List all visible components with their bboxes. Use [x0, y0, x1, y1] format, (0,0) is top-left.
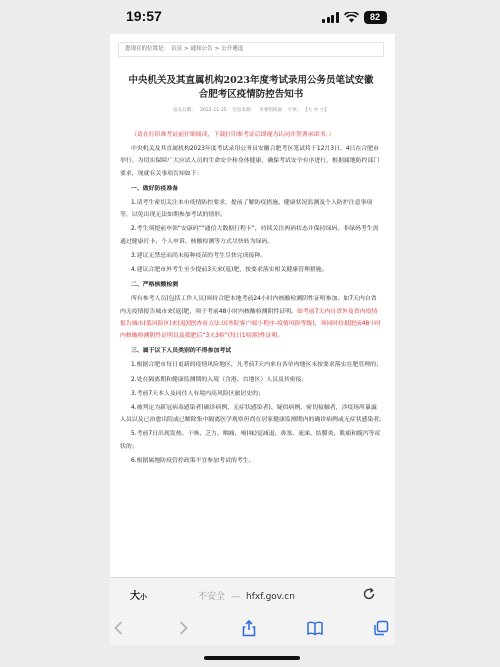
article-body [120, 129, 382, 469]
address-bar [110, 577, 395, 611]
share-icon[interactable] [240, 619, 258, 637]
status-icons [322, 10, 387, 24]
font-size-switcher[interactable]: 【大 中 小】 [305, 108, 329, 113]
breadcrumb-notices[interactable]: 通知公告 [190, 46, 213, 52]
home-indicator[interactable] [204, 656, 300, 660]
breadcrumb-separator: > [184, 46, 189, 52]
article-title-line1: 中央机关及其直属机构2023年度考试录用公务员笔试安徽 [128, 75, 374, 86]
tabs-icon[interactable] [372, 619, 390, 637]
meta-source: 市委组织部 [259, 108, 283, 113]
paragraph: 1.根据合肥市每日更新的疫情风险地区，凡考前7天内来自各单内地区未按要求落实在肥管理的； [131, 362, 382, 369]
paragraph: 3.考前7天本人及同住人有境内高风险区旅居史的； [131, 390, 265, 397]
forward-icon[interactable] [174, 619, 192, 637]
battery-icon: 82 [364, 11, 387, 24]
status-bar [0, 0, 500, 34]
paragraph: 1.请考生密切关注本市疫情防控要求，提前了解防疫措施、健康状况监测及个人防护注意事项等，以免出现无法如期参加考试的情形。 [120, 200, 373, 219]
url-field[interactable] [198, 589, 295, 602]
article-title-line2: 合肥考区疫情防控告知书 [198, 89, 304, 100]
paragraph [120, 293, 382, 342]
reload-icon[interactable] [362, 587, 376, 601]
text-size-button[interactable] [130, 587, 147, 602]
meta-date: 2022-11-25 [199, 108, 227, 113]
meta-font-label: 字体： [287, 108, 302, 113]
insecure-label: 不安全 [198, 592, 226, 602]
meta-date-label: 发布日期： [173, 108, 196, 113]
paragraph-text: 所有参考人员(包括工作人员)须持合肥本地考前24小时内核酸检测阴性证明参加。如7天内自省内无疫情报告城市来(返)肥，须于考前48小时内核酸检测阴性证明。 [120, 296, 377, 315]
text-size-small: 小 [140, 593, 147, 601]
text-size-large: 大 [130, 591, 140, 602]
paragraph: 3.建议无禁忌而尚未接种疫苗的考生尽快完成接种。 [131, 252, 267, 259]
paragraph: 5.考前7日出现发热、干咳、乏力、咽痛、嗅(味)觉减退、鼻塞、流涕、结膜炎、肌痛和腹泻等症状的； [120, 431, 381, 450]
meta-source-label: 信息来源： [232, 108, 256, 113]
article-title [118, 74, 384, 102]
paragraph: 4.建议合肥市外考生至少提前3天来(返)肥，按要求落实相关健康管理措施。 [131, 267, 328, 274]
bookmarks-icon[interactable] [306, 619, 324, 637]
paragraph: 2.处在隔离期和健康监测期的入境（含港、台地区）人员及其密接； [131, 376, 308, 383]
back-icon[interactable] [110, 619, 128, 637]
breadcrumb-separator: > [214, 46, 220, 52]
article-meta [118, 107, 384, 113]
section-heading-2: 二、严格核酸检测 [131, 282, 179, 289]
breadcrumb-selection[interactable]: 公开遴选 [221, 46, 244, 52]
wifi-icon [344, 12, 359, 23]
breadcrumb-label: 您现在的位置是： [125, 46, 170, 52]
paragraph: 2.考生须提前申领“安康码”“通信大数据行程卡”，持续关注两码状态并保持绿码。非绿码考生需通过健康打卡、个人申诉、核酸检测等方式尽快转为绿码。 [120, 226, 379, 245]
section-heading-3: 三、属于以下人员类别的不得参加考试 [131, 348, 232, 355]
section-heading-1: 一、做好防疫准备 [131, 185, 179, 192]
paragraph: 4.被判定为新冠病毒感染者(确诊病例、无症状感染者)、疑似病例、密切接触者，涉疫场所暴露人员以及已治愈出院或已解除集中隔离医学观察但尚在居家健康监测期内的确诊病例或无症状感染者; [120, 405, 382, 424]
browser-toolbar [110, 611, 395, 645]
notice-text: （请在打印准考证前仔细阅读，下载打印准考证后即视为认同并签署承诺书。） [131, 132, 335, 138]
paragraph: 6.根据属地防疫管控政策不宜参加考试的考生。 [131, 457, 255, 464]
paragraph-highlight: 如考前7天内自省外及省内疫情报告城市(低风险区)来(返)肥(查看方法:国务院客户端小程序-疫情风险等级)，须同时持抵肥前48小时内核酸检测阴性证明以及抵肥后“3天3检”(每日1检)阴性证明。 [120, 308, 382, 340]
cellular-signal-icon [322, 12, 339, 23]
status-time: 19:57 [126, 8, 162, 24]
url-domain: hfxf.gov.cn [246, 592, 295, 602]
breadcrumb-home[interactable]: 首页 [171, 46, 183, 52]
web-page [110, 34, 395, 577]
breadcrumb [118, 42, 384, 57]
url-separator: — [231, 592, 241, 602]
intro-paragraph: 中央机关及其直属机构2023年度考试录用公务员安徽合肥考区笔试将于12月3日、4日在合肥市举行。为切实保障广大应试人员的生命安全和身体健康，确保考试安全有序进行，根据属地防控部门要求，现就有关事项告知如下： [120, 146, 380, 177]
